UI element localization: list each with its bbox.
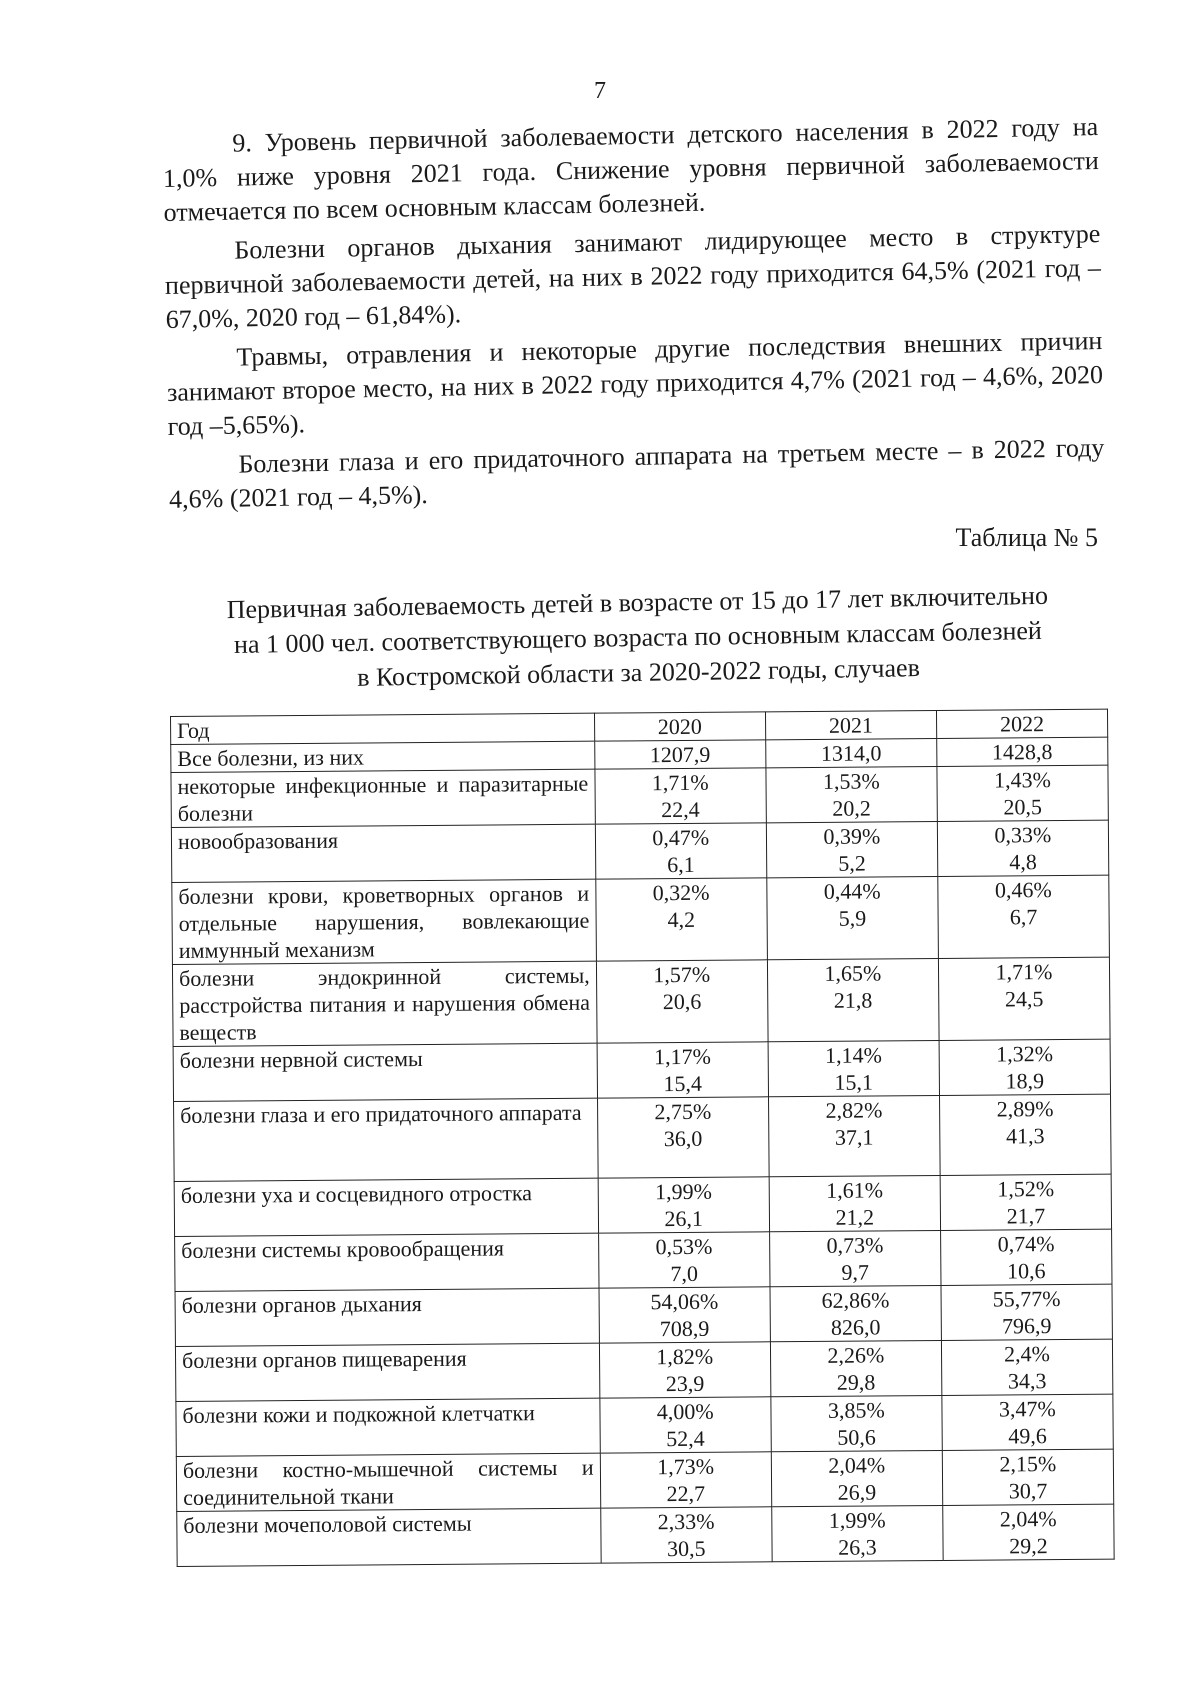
rate-per-1000: 4,2 <box>667 906 696 933</box>
table-row <box>175 1229 1112 1291</box>
total-2020: 1207,9 <box>594 740 765 769</box>
rate-per-1000: 26,3 <box>838 1534 877 1560</box>
share-percent: 0,33% <box>994 822 1052 848</box>
year-cell <box>939 1039 1111 1095</box>
rate-per-1000: 10,6 <box>1006 1258 1046 1284</box>
table-label: Таблица № 5 <box>955 523 1098 552</box>
header-2020: 2020 <box>594 712 765 741</box>
rate-per-1000: 6,1 <box>667 851 695 878</box>
rate-per-1000: 52,4 <box>666 1425 705 1452</box>
disease-class-label: болезни нервной системы <box>173 1043 597 1101</box>
share-percent: 0,74% <box>997 1231 1055 1257</box>
rate-per-1000: 50,6 <box>837 1424 876 1450</box>
share-percent: 2,82% <box>825 1097 883 1123</box>
rate-per-1000: 796,9 <box>1001 1313 1052 1339</box>
share-percent: 1,99% <box>828 1507 886 1533</box>
disease-class-label: некоторые инфекционные и паразитарные болезни <box>171 769 595 827</box>
table-row <box>172 957 1110 1046</box>
share-percent: 1,73% <box>657 1453 715 1480</box>
year-cell <box>768 1040 940 1096</box>
year-cell <box>937 765 1109 821</box>
rate-per-1000: 18,9 <box>1005 1068 1045 1094</box>
share-percent: 54,06% <box>650 1288 719 1315</box>
incidence-table-wrapper <box>170 709 1115 1567</box>
year-cell <box>769 1230 941 1286</box>
disease-class-label: болезни системы кровообращения <box>175 1233 599 1291</box>
table-row <box>175 1284 1112 1346</box>
table-row <box>177 1504 1114 1566</box>
year-cell <box>771 1395 943 1451</box>
share-percent: 3,85% <box>827 1397 885 1423</box>
rate-per-1000: 15,4 <box>663 1070 702 1097</box>
share-percent: 0,46% <box>994 877 1052 903</box>
year-cell <box>940 1174 1112 1230</box>
rate-per-1000: 15,1 <box>834 1069 874 1095</box>
rate-per-1000: 20,2 <box>832 795 871 821</box>
rate-per-1000: 26,1 <box>664 1205 704 1232</box>
rate-per-1000: 708,9 <box>659 1315 710 1342</box>
disease-class-label: болезни мочеполовой системы <box>177 1508 601 1566</box>
share-percent: 2,89% <box>996 1096 1054 1122</box>
header-2022: 2022 <box>936 709 1107 738</box>
rate-per-1000: 49,6 <box>1008 1423 1047 1449</box>
total-label: Все болезни, из них <box>171 741 595 772</box>
year-cell <box>599 1342 771 1398</box>
rate-per-1000: 20,5 <box>1003 794 1043 820</box>
year-cell <box>598 1177 770 1233</box>
year-cell <box>941 1339 1113 1395</box>
year-cell <box>600 1507 772 1563</box>
year-cell <box>772 1505 944 1561</box>
share-percent: 2,75% <box>654 1098 712 1125</box>
share-percent: 1,65% <box>824 960 882 986</box>
rate-per-1000: 5,9 <box>838 905 867 931</box>
body-text <box>162 110 1105 522</box>
year-cell <box>767 876 939 959</box>
share-percent: 3,47% <box>998 1396 1056 1422</box>
year-cell <box>940 1229 1112 1285</box>
table-title-line: Первичная заболеваемость детей в возрасте от 15 до 17 лет включительно <box>226 580 1049 625</box>
table-row <box>171 820 1108 882</box>
table-row <box>171 765 1108 827</box>
paragraph-primary-incidence: 9. Уровень первичной заболеваемости детского населения в 2022 году на 1,0% ниже уровня 2021 года. Снижение уровня первичной заболеваемости отмечается по всем основным классам болезней. <box>162 112 1100 227</box>
share-percent: 1,32% <box>996 1041 1054 1067</box>
table-row <box>175 1339 1112 1401</box>
year-cell <box>770 1285 942 1341</box>
year-cell <box>771 1450 943 1506</box>
rate-per-1000: 29,8 <box>836 1369 876 1395</box>
rate-per-1000: 29,2 <box>1009 1533 1048 1559</box>
share-percent: 0,53% <box>655 1233 713 1260</box>
share-percent: 1,71% <box>995 959 1053 985</box>
share-percent: 4,00% <box>656 1398 714 1425</box>
rate-per-1000: 30,5 <box>666 1535 706 1562</box>
rate-per-1000: 826,0 <box>830 1314 881 1340</box>
paragraph-respiratory: Болезни органов дыхания занимают лидирующее место в структуре первичной заболеваемости детей, на них в 2022 году приходится 64,5% (2021 год – 67,0%, 2020 год – 61,84%). <box>164 219 1102 334</box>
rate-per-1000: 20,6 <box>662 988 702 1015</box>
share-percent: 2,04% <box>999 1506 1057 1532</box>
share-percent: 2,04% <box>828 1452 886 1478</box>
share-percent: 2,15% <box>999 1451 1057 1477</box>
disease-class-label: болезни кожи и подкожной клетчатки <box>176 1398 600 1456</box>
year-cell <box>595 768 767 824</box>
rate-per-1000: 5,2 <box>838 850 866 876</box>
rate-per-1000: 26,9 <box>837 1479 877 1505</box>
total-2021: 1314,0 <box>766 738 937 767</box>
header-2021: 2021 <box>765 710 936 739</box>
share-percent: 1,71% <box>651 769 709 796</box>
rate-per-1000: 7,0 <box>670 1260 698 1287</box>
year-cell <box>937 820 1109 876</box>
table-title-line: в Костромской области за 2020-2022 годы, случаев <box>356 653 921 692</box>
year-cell <box>768 1095 940 1176</box>
share-percent: 0,39% <box>823 823 881 849</box>
year-cell <box>942 1449 1114 1505</box>
disease-class-label: новообразования <box>171 824 595 882</box>
disease-class-label: болезни крови, кроветворных органов и отдельные нарушения, вовлекающие иммунный механизм <box>172 879 596 964</box>
paragraph-injuries: Травмы, отравления и некоторые другие последствия внешних причин занимают второе место, на них в 2022 году приходится 4,7% (2021 год – 4,6%, 2020 год –5,65%). <box>166 325 1104 441</box>
year-cell <box>597 1042 769 1098</box>
year-cell <box>769 1175 941 1231</box>
table-title <box>172 577 1104 698</box>
table-title-line: на 1 000 чел. соответствующего возраста по основным классам болезней <box>233 615 1043 660</box>
rate-per-1000: 6,7 <box>1009 904 1038 930</box>
share-percent: 1,43% <box>993 767 1051 793</box>
year-cell <box>595 878 767 961</box>
share-percent: 1,14% <box>825 1042 883 1068</box>
share-percent: 1,52% <box>997 1176 1055 1202</box>
total-2022: 1428,8 <box>937 737 1108 766</box>
year-cell <box>942 1394 1114 1450</box>
year-cell <box>941 1284 1113 1340</box>
share-percent: 1,17% <box>653 1043 711 1070</box>
year-cell <box>595 823 767 879</box>
year-cell <box>939 1094 1111 1175</box>
share-percent: 2,4% <box>1003 1341 1050 1367</box>
disease-class-label: болезни органов пищеварения <box>175 1343 599 1401</box>
incidence-table <box>170 709 1115 1567</box>
disease-class-label: болезни органов дыхания <box>175 1288 599 1346</box>
share-percent: 62,86% <box>821 1287 890 1313</box>
year-cell <box>596 960 768 1043</box>
table-row <box>173 1039 1110 1101</box>
year-cell <box>938 957 1110 1040</box>
table-row <box>176 1394 1113 1456</box>
rate-per-1000: 30,7 <box>1008 1478 1048 1504</box>
year-cell <box>766 766 938 822</box>
year-cell <box>767 958 939 1041</box>
share-percent: 0,47% <box>652 824 710 851</box>
share-percent: 0,44% <box>823 878 881 904</box>
rate-per-1000: 21,2 <box>835 1204 875 1230</box>
disease-class-label: болезни глаза и его придаточного аппарата <box>174 1098 598 1181</box>
rate-per-1000: 4,8 <box>1009 849 1037 875</box>
disease-class-label: болезни костно-мышечной системы и соединительной ткани <box>176 1453 600 1511</box>
rate-per-1000: 23,9 <box>665 1370 705 1397</box>
share-percent: 1,53% <box>822 768 880 794</box>
rate-per-1000: 21,7 <box>1006 1203 1046 1229</box>
rate-per-1000: 22,7 <box>666 1480 706 1507</box>
rate-per-1000: 24,5 <box>1004 986 1044 1012</box>
table-row <box>174 1094 1112 1181</box>
paragraph-eye-diseases: Болезни глаза и его придаточного аппарата на третьем месте – в 2022 году 4,6% (2021 год – 4,5%). <box>168 432 1105 514</box>
page-number: 7 <box>594 78 606 104</box>
share-percent: 2,33% <box>657 1508 715 1535</box>
year-cell <box>766 821 938 877</box>
year-cell <box>599 1287 771 1343</box>
year-cell <box>600 1397 772 1453</box>
disease-class-label: болезни эндокринной системы, расстройства питания и нарушения обмена веществ <box>172 961 596 1046</box>
table-row <box>174 1174 1111 1236</box>
year-cell <box>938 875 1110 958</box>
year-cell <box>770 1340 942 1396</box>
rate-per-1000: 21,8 <box>833 987 873 1013</box>
share-percent: 1,61% <box>826 1177 884 1203</box>
disease-class-label: болезни уха и сосцевидного отростка <box>174 1178 598 1236</box>
share-percent: 2,26% <box>827 1342 885 1368</box>
share-percent: 0,73% <box>826 1232 884 1258</box>
table-row <box>172 875 1110 964</box>
year-cell <box>597 1097 769 1178</box>
year-cell <box>943 1504 1115 1560</box>
share-percent: 55,77% <box>992 1286 1061 1312</box>
rate-per-1000: 37,1 <box>834 1124 874 1150</box>
share-percent: 1,82% <box>656 1343 714 1370</box>
share-percent: 1,99% <box>654 1178 713 1205</box>
share-percent: 1,57% <box>653 961 711 988</box>
rate-per-1000: 41,3 <box>1005 1123 1045 1149</box>
rate-per-1000: 22,4 <box>661 796 700 823</box>
share-percent: 0,32% <box>652 879 710 906</box>
year-cell <box>598 1232 770 1288</box>
header-year: Год <box>171 713 595 744</box>
table-row <box>176 1449 1113 1511</box>
rate-per-1000: 9,7 <box>841 1259 870 1285</box>
rate-per-1000: 34,3 <box>1007 1368 1047 1394</box>
rate-per-1000: 36,0 <box>663 1125 703 1152</box>
year-cell <box>600 1452 772 1508</box>
